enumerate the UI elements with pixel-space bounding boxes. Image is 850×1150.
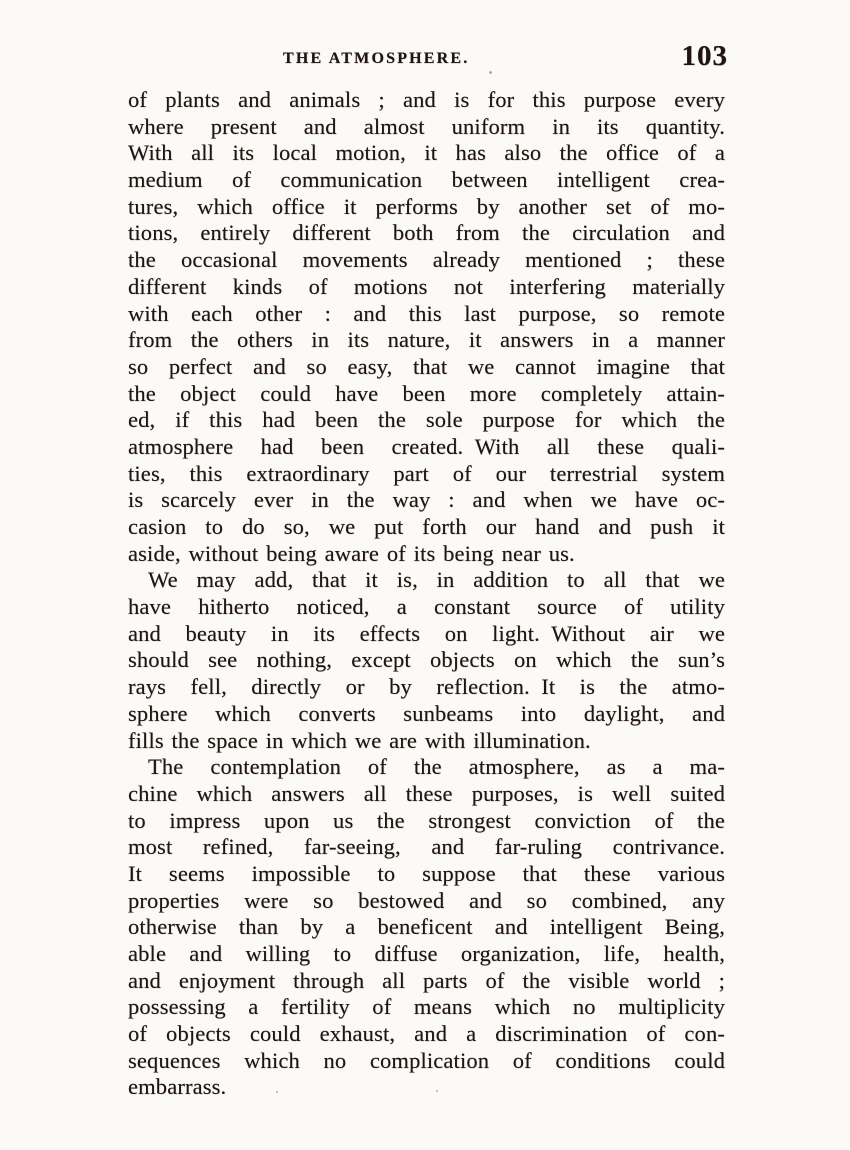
text-line: fills the space in which we are with illumination. — [128, 727, 591, 753]
running-head-title: THE ATMOSPHERE. — [283, 50, 470, 67]
scan-speck — [436, 1090, 438, 1092]
scan-speck — [489, 71, 492, 74]
text-line: sphere which converts sunbeams into daylight, and — [128, 700, 725, 726]
text-line: ed, if this had been the sole purpose for which the — [128, 407, 725, 433]
text-line: able and willing to diffuse organization, life, health, — [128, 941, 725, 966]
text-line: from the others in its nature, it answers in a manner — [128, 327, 725, 353]
text-line: With all its local motion, it has also the office of a — [128, 140, 725, 166]
text-line: properties were so bestowed and so combined, any — [128, 887, 725, 913]
text-line: the object could have been more completely attain- — [128, 380, 725, 406]
text-line: different kinds of motions not interfering materially — [128, 273, 725, 299]
text-line: chine which answers all these purposes, is well suited — [128, 780, 725, 806]
text-line: tures, which office it performs by another set of mo- — [128, 193, 725, 219]
paragraph — [128, 87, 725, 567]
text-line: rays fell, directly or by reflection. It is the atmo- — [128, 674, 725, 700]
text-line: casion to do so, we put forth our hand and push it — [128, 514, 725, 539]
paragraph — [128, 567, 725, 754]
text-line: sequences which no complication of conditions could — [128, 1047, 725, 1073]
text-line: aside, without being aware of its being near us. — [128, 540, 575, 566]
text-line: have hitherto noticed, a constant source of utility — [128, 594, 725, 620]
text-line: and enjoyment through all parts of the visible world ; — [128, 967, 725, 993]
text-line: The contemplation of the atmosphere, as a ma- — [148, 754, 725, 780]
text-line: medium of communication between intelligent crea- — [128, 167, 725, 193]
text-line: so perfect and so easy, that we cannot imagine that — [128, 353, 725, 379]
text-line: atmosphere had been created. With all these quali- — [128, 433, 725, 459]
page-body — [128, 87, 725, 1101]
text-line: ties, this extraordinary part of our terrestrial system — [128, 460, 725, 486]
text-line: possessing a fertility of means which no multiplicity — [128, 994, 725, 1020]
text-line: We may add, that it is, in addition to all that we — [148, 567, 725, 593]
text-line: with each other : and this last purpose, so remote — [128, 300, 725, 326]
text-line: of plants and animals ; and is for this purpose every — [128, 87, 725, 112]
text-line: It seems impossible to suppose that these various — [128, 860, 725, 886]
scan-speck — [276, 1091, 278, 1093]
paragraph — [128, 754, 725, 1101]
text-line: is scarcely ever in the way : and when we have oc- — [128, 487, 725, 513]
page-number: 103 — [681, 40, 728, 72]
text-line: tions, entirely different both from the circulation and — [128, 220, 725, 246]
text-line: of objects could exhaust, and a discrimination of con- — [128, 1021, 725, 1047]
text-line: should see nothing, except objects on which the sun’s — [128, 647, 725, 673]
text-line: most refined, far-seeing, and far-ruling contrivance. — [128, 834, 725, 860]
text-line: otherwise than by a beneficent and intelligent Being, — [128, 914, 725, 940]
text-line: and beauty in its effects on light. Without air we — [128, 620, 725, 646]
text-line: to impress upon us the strongest conviction of the — [128, 807, 725, 833]
text-line: where present and almost uniform in its quantity. — [128, 113, 725, 139]
text-line: the occasional movements already mentioned ; these — [128, 247, 725, 273]
text-line: embarrass. — [128, 1074, 227, 1100]
